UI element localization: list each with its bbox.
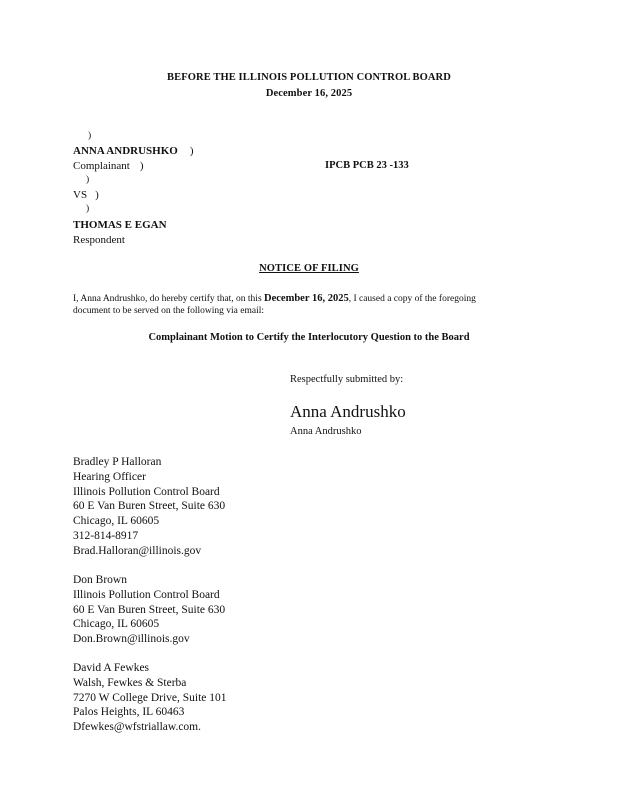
contact-line: Chicago, IL 60605 <box>73 515 160 528</box>
complainant-name: ANNA ANDRUSHKO ) <box>73 145 194 157</box>
respondent-name: THOMAS E EGAN <box>73 219 167 231</box>
contact-line: 60 E Van Buren Street, Suite 630 <box>73 500 226 513</box>
respondent-label: Respondent <box>73 234 125 246</box>
contact-email[interactable]: Don.Brown@illinois.gov <box>73 633 190 646</box>
contact-line: Bradley P Halloran <box>73 456 162 468</box>
document-title: Complainant Motion to Certify the Interlocutory Question to the Board <box>148 332 470 343</box>
contact-line: Chicago, IL 60605 <box>73 618 160 631</box>
notice-body-line1: I, Anna Andrushko, do hereby certify that, on this December 16, 2025, I caused a copy of the foregoing <box>73 293 476 304</box>
notice-title: NOTICE OF FILING <box>259 263 359 274</box>
contact-email[interactable]: Dfewkes@wfstriallaw.com. <box>73 721 201 734</box>
caption-paren: ) <box>86 175 90 185</box>
signature: Anna Andrushko <box>290 402 406 421</box>
vs-label: VS ) <box>73 189 99 201</box>
caption-paren: ) <box>88 131 92 141</box>
notice-body-line2: document to be served on the following via email: <box>73 306 265 316</box>
case-number: IPCB PCB 23 -133 <box>325 160 409 171</box>
contact-line: Walsh, Fewkes & Sterba <box>73 676 187 689</box>
board-heading: BEFORE THE ILLINOIS POLLUTION CONTROL BOARD <box>167 72 451 83</box>
closing-line: Respectfully submitted by: <box>290 374 404 385</box>
filing-date: December 16, 2025 <box>265 88 353 99</box>
service-contact-halloran <box>73 455 225 559</box>
contact-line: David A Fewkes <box>73 662 150 674</box>
caption-paren: ) <box>86 204 90 214</box>
contact-line: Illinois Pollution Control Board <box>73 485 220 498</box>
service-contact-brown <box>73 573 225 647</box>
contact-line: 312-814-8917 <box>73 529 139 542</box>
contact-line: 60 E Van Buren Street, Suite 630 <box>73 603 226 616</box>
contact-line: Illinois Pollution Control Board <box>73 588 220 601</box>
contact-line: Don Brown <box>73 574 127 586</box>
contact-line: 7270 W College Drive, Suite 101 <box>73 691 227 704</box>
complainant-label: Complainant ) <box>73 160 144 172</box>
contact-email[interactable]: Brad.Halloran@illinois.gov <box>73 544 202 557</box>
printed-name: Anna Andrushko <box>290 426 362 437</box>
service-contact-fewkes <box>73 661 227 735</box>
contact-line: Palos Heights, IL 60463 <box>73 706 185 719</box>
contact-line: Hearing Officer <box>73 470 146 483</box>
